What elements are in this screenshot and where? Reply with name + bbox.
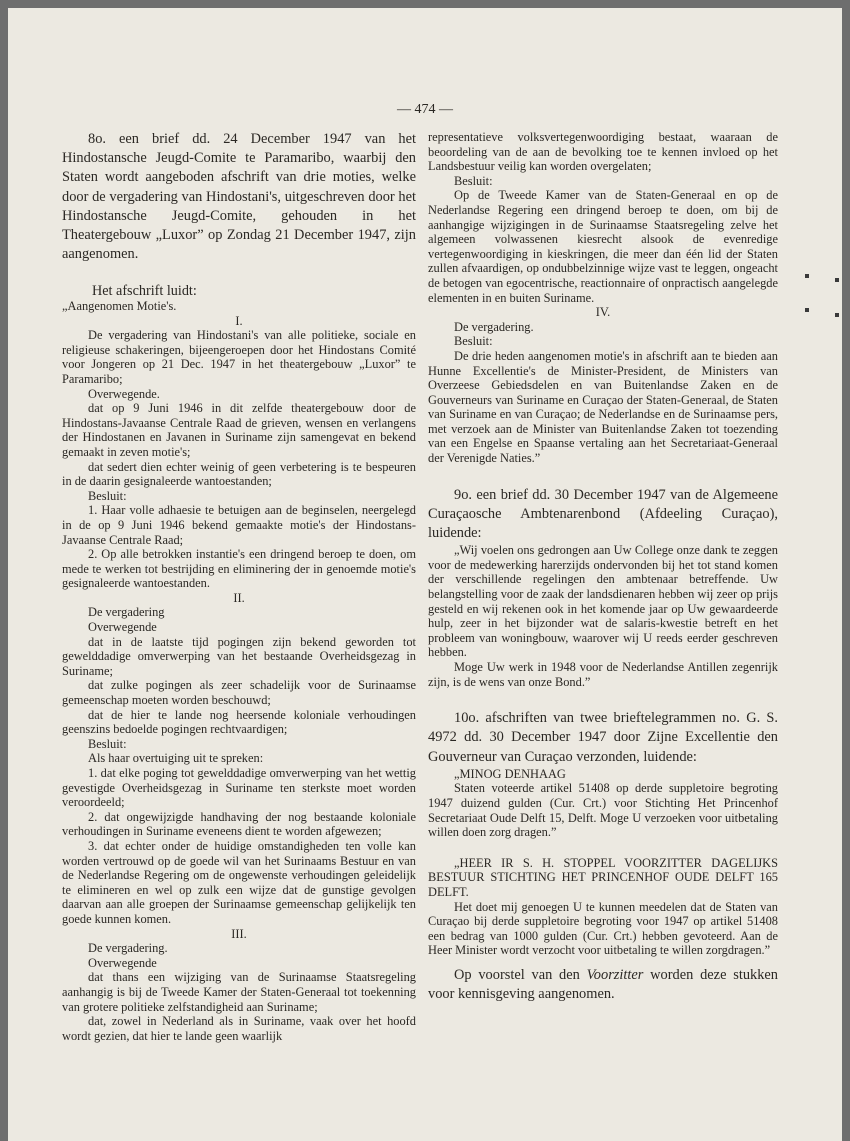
motion-3-consideration-2: dat, zowel in Nederland als in Suriname, vaak over het hoofd wordt gezien, dat hier te lande geen waarlijk	[62, 1014, 416, 1043]
telegram-2-body: Het doet mij genoegen U te kunnen meedelen dat de Staten van Curaçao bij derde suppletoire begroting voor 1947 op artikel 51408 een bedrag van 1000 gulden (Cur. Crt.) hebben gevoteerd. Aan de Heer Minister wordt verzocht voor uitbetaling te willen zorgdragen.”	[428, 899, 778, 958]
motion-2-consideration-2: dat zulke pogingen als zeer schadelijk voor de Surinaamse gemeenschap moeten worden beschouwd;	[62, 678, 416, 708]
item-9-paragraph: 9o. een brief dd. 30 December 1947 van de Algemeene Curaçaosche Ambtenarenbond (Afdeeling Curaçao), luidende:	[428, 486, 778, 542]
right-column	[428, 130, 778, 1004]
motion-2-decision-1: 1. dat elke poging tot gewelddadige omverwerping van het wettig gevestigde Overheidsgezag in Suriname ten sterkste moet worden veroordeeld;	[62, 766, 416, 810]
motion-1-consideration-1: dat op 9 Juni 1946 in dit zelfde theatergebouw door de Hindostans-Javaanse Centrale Raad de grieven, wensen en verlangens der Hindostanen en Javanen in Suriname zijn samengevat en bekend gemaakt in zeven motie's;	[62, 401, 416, 459]
item-9-letter-body: „Wij voelen ons gedrongen aan Uw College onze dank te zeggen voor de medewerking harerzijds ondervonden bij het tot stand komen der verschillende regelingen den ambtenaar betreffende. Uw belangstelling voor de zaak der landsdienaren hebben wij zeer op prijs gesteld en wij rekenen ook in het komende jaar op Uw gewaardeerde hulp, zeer in het bijzonder wat de salaris-kwestie betreft en het probleem van woningbouw, waarover wij U reeds eerder geschreven hebben.	[428, 543, 778, 660]
margin-speck	[805, 308, 809, 312]
motion-1-decision-2: 2. Op alle betrokken instantie's een dringend beroep te doen, om mede te werken tot bestrijding en eliminering der in genoemde motie's gesignaleerde wantoestanden.	[62, 547, 416, 591]
afschrift-heading: Het afschrift luidt:	[92, 283, 197, 300]
motion-2-consideration-1: dat in de laatste tijd pogingen zijn bekend geworden tot gewelddadige omverwerping van het bestaande Overheidsgezag in Suriname;	[62, 634, 416, 678]
closing-text-post: worden deze stukken voor kennisgeving aangenomen.	[428, 966, 778, 1003]
margin-speck	[805, 274, 809, 278]
motion-3-vergadering: De vergadering.	[88, 941, 168, 956]
motion-2-besluit: Besluit:	[88, 736, 127, 751]
document-page	[8, 8, 842, 1141]
item-10-paragraph: 10o. afschriften van twee brieftelegrammen no. G. S. 4972 dd. 30 December 1947 door Zijne Excellentie den Gouverneur van Curaçao verzonden, luidende:	[428, 710, 778, 765]
motion-2-number: II.	[233, 590, 245, 605]
motion-3-number: III.	[231, 926, 247, 941]
motion-1-consideration-2: dat sedert dien echter weinig of geen verbetering is te bespeuren in de daarin gesignaleerde wantoestanden;	[62, 459, 416, 489]
motion-1-decision-1: 1. Haar volle adhaesie te betuigen aan de beginselen, neergelegd in de op 9 Juni 1946 bekend gemaakte motie's der Hindostans-Javaanse Centrale Raad;	[62, 503, 416, 547]
telegram-2-address: „HEER IR S. H. STOPPEL VOORZITTER DAGELIJKS BESTUUR STICHTING HET PRINCENHOF OUDE DELFT 165 DELFT.	[428, 855, 778, 899]
motion-3-continuation: representatieve volksvertegenwoordiging bestaat, waaraan de beoordeling van de aan de bevolking toe te kennen invloed op het Landsbestuur veilig kan worden overgelaten;	[428, 130, 778, 174]
motion-4-number: IV.	[595, 305, 611, 320]
margin-speck	[835, 313, 839, 317]
motion-1-number: I.	[235, 313, 243, 328]
margin-speck	[835, 278, 839, 282]
closing-text-voorzitter: Voorzitter	[586, 966, 644, 983]
motie-title: „Aangenomen Motie's.	[62, 299, 177, 314]
motion-4-vergadering: De vergadering.	[454, 319, 534, 334]
left-column	[62, 130, 416, 1043]
motion-1-overwegende: Overwegende.	[88, 386, 160, 401]
motion-2-decision-2: 2. dat ongewijzigde handhaving der nog bestaande koloniale verhoudingen in Suriname eveneens dient te worden afgewezen;	[62, 809, 416, 839]
closing-text-pre: Op voorstel van den	[454, 966, 587, 983]
telegram-1-body: Staten voteerde artikel 51408 op derde suppletoire begroting 1947 duizend gulden (Cur. Crt.) voor Stichting Het Princenhof Secretariaat Oude Delft 15, Delft. Moge U verzoeken voor uitbetaling willen doen zorg dragen.”	[428, 781, 778, 840]
item-8-paragraph: 8o. een brief dd. 24 December 1947 van het Hindostansche Jeugd-Comite te Paramaribo, waarbij den Staten wordt aangeboden afschrift van drie moties, welke door de vergadering van Hindostani's, uitgeschreven door het Hindostansche Jeugd-Comite, gehouden in het Theatergebouw „Luxor” op Zondag 21 December 1947, zijn aangenomen.	[62, 131, 416, 263]
motion-3-consideration-1: dat thans een wijziging van de Surinaamse Staatsregeling aanhangig is bij de Tweede Kamer der Staten-Generaal tot toekenning van grotere politieke zelfstandigheid aan Suriname;	[62, 970, 416, 1014]
motion-3-decision: Op de Tweede Kamer van de Staten-Generaal en op de Nederlandse Regering een dringend beroep te doen, om bij de aanhangige wijzigingen in de Surinaamse Staatsregeling zelve het algemeen volwassenen kiesrecht alsook de evenredige vertegenwoordiging in kieskringen, die meer dan één lid der Staten zullen afvaardigen, op ondubbelzinnige wijze vast te leggen, ongeacht de betogen van egocentrische, reactionnaire of onpractisch aangelegde elementen in en buiten Suriname.	[428, 188, 778, 305]
motion-2-decision-3: 3. dat echter onder de huidige omstandigheden ten volle kan worden vertrouwd op de goede wil van het Surinaams Bestuur en van de Nederlandse Regering om de ongewenste verhoudingen geleidelijk te elimineren en wel op zulk een wijze dat de gunstige gevolgen daarvan aan alle groepen der Surinaamse gemeenschap gelijkelijk ten goede kunnen komen.	[62, 838, 416, 926]
motion-2-overwegende: Overwegende	[88, 620, 157, 635]
page-number: — 474 —	[397, 102, 453, 117]
motion-4-decision: De drie heden aangenomen motie's in afschrift aan te bieden aan Hunne Excellentie's de Minister-President, de Ministers van Overzeese Gebiedsdelen en van Buitenlandse Zaken en de Gouverneurs van Suriname en Curaçao der Staten-Generaal, de Staten van Suriname en van Curaçao; de Nederlandse en de Surinaamse pers, met verzoek aan de Minister van Buitenlandse Zaken tot toezending van een Engelse en Spaanse vertaling aan het Secretariaat-Generaal der Verenigde Naties.”	[428, 348, 778, 466]
closing-paragraph	[428, 966, 778, 1004]
item-9-letter-closing: Moge Uw werk in 1948 voor de Nederlandse Antillen zegenrijk zijn, is de wens van onze Bond.”	[428, 660, 778, 689]
motion-2-als: Als haar overtuiging uit te spreken:	[88, 751, 264, 766]
telegram-1-address: „MINOG DENHAAG	[454, 766, 566, 781]
motion-4-besluit: Besluit:	[454, 334, 493, 349]
motion-2-consideration-3: dat de hier te lande nog heersende koloniale verhoudingen geenszins bedoelde pogingen rechtvaardigen;	[62, 707, 416, 737]
motion-3-besluit: Besluit:	[454, 173, 493, 188]
motion-1-besluit: Besluit:	[88, 488, 127, 503]
motion-1-intro: De vergadering van Hindostani's van alle politieke, sociale en religieuse schakeringen, bijeengeroepen door het Hindostans Comité voor Jongeren op 21 Dec. 1947 in het theatergebouw „Luxor” te Paramaribo;	[62, 328, 416, 386]
motion-2-vergadering: De vergadering	[88, 605, 165, 620]
motion-3-overwegende: Overwegende	[88, 955, 157, 970]
